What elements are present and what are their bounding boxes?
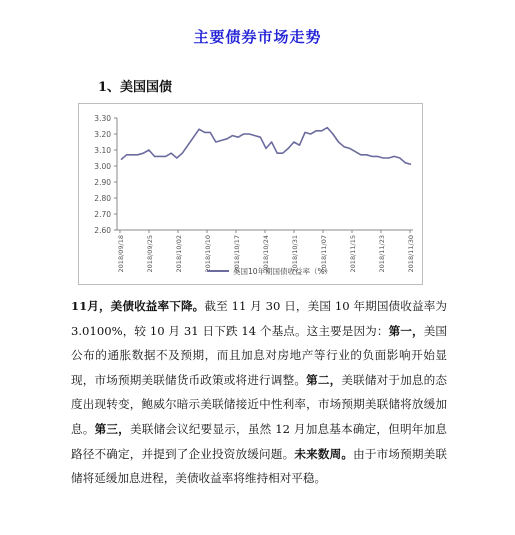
x-tick-label: 2018/11/15 (349, 235, 357, 273)
y-tick-label: 2.80 (94, 194, 111, 203)
outlook-text: 由于市场预期美联储将延缓加息进程，美债收益率将维持相对平稳。 (71, 446, 447, 486)
y-tick-label: 2.70 (94, 210, 111, 219)
legend-label: 美国10年期国债收益率（%） (233, 267, 333, 276)
x-tick-label: 2018/11/30 (407, 235, 415, 273)
x-tick-label: 2018/10/17 (233, 235, 241, 273)
x-tick-label: 2018/10/31 (291, 235, 299, 273)
point-one-text: 美国公布的通胀数据不及预期，而且加息对房地产等行业的负面影响开始显现，市场预期美联储货币政策或将进行调整。 (71, 323, 447, 387)
yield-chart (78, 103, 423, 285)
x-tick-label: 2018/11/23 (378, 235, 386, 273)
point-three-text: 美联储会议纪要显示，虽然 12 月加息基本确定，但明年加息路径不确定，并提到了企业投资放缓问题。 (71, 421, 447, 461)
y-tick-label: 2.90 (94, 178, 111, 187)
y-tick-label: 3.00 (94, 162, 111, 171)
y-tick-label: 3.20 (94, 130, 111, 139)
x-tick-label: 2018/10/24 (262, 235, 270, 273)
point-two-label: 第二， (306, 372, 342, 387)
point-two-text: 美联储对于加息的态度出现转变，鲍威尔暗示美联储接近中性利率，市场预期美联储将放缓加息。 (71, 372, 447, 436)
x-tick-label: 2018/09/18 (117, 235, 125, 273)
point-three-label: 第三， (94, 421, 130, 436)
outlook-label: 未来数周。 (294, 446, 354, 461)
y-tick-label: 3.30 (94, 114, 111, 123)
x-tick-label: 2018/10/10 (204, 235, 212, 273)
section-heading: 1、美国国债 (98, 80, 173, 95)
page-title: 主要债券市场走势 (193, 28, 322, 46)
x-tick-label: 2018/09/25 (146, 235, 154, 273)
point-one-label: 第一， (388, 323, 424, 338)
y-tick-label: 3.10 (94, 146, 111, 155)
lead-text: 截至 11 月 30 日，美国 10 年期国债收益率为 3.0100%，较 10 月 31 日下跌 14 个基点。这主要是因为： (71, 299, 448, 338)
commentary-paragraph (71, 294, 447, 491)
chart-svg (79, 104, 422, 284)
x-tick-label: 2018/10/02 (175, 235, 183, 273)
x-tick-label: 2018/11/07 (320, 235, 328, 273)
y-tick-label: 2.60 (94, 226, 111, 235)
lead-sentence: 11月，美债收益率下降。 (71, 299, 205, 313)
series-line (121, 128, 411, 165)
